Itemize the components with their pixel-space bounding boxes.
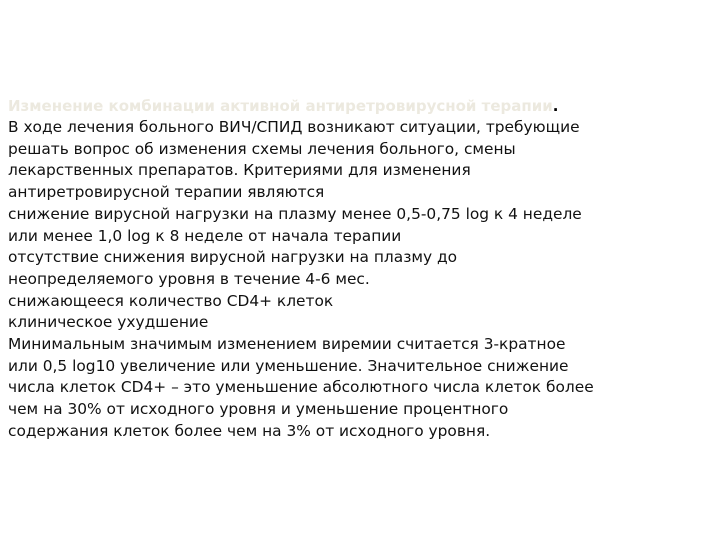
body-line: чем на 30% от исходного уровня и уменьшение процентного <box>8 400 509 419</box>
title-period: . <box>552 97 559 115</box>
body-line: решать вопрос об изменения схемы лечения больного, смены <box>8 139 516 158</box>
criterion-line: клиническое ухудшение <box>8 313 209 332</box>
body-line: В ходе лечения больного ВИЧ/СПИД возникают ситуации, требующие <box>8 118 580 136</box>
body-line: или 0,5 log10 увеличение или уменьшение. Значительное снижение <box>8 356 569 375</box>
criterion-line: или менее 1,0 log к 8 неделе от начала терапии <box>8 226 402 245</box>
criterion-line: снижающееся количество CD4+ клеток <box>8 291 334 310</box>
slide-title: Изменение комбинации активной антиретровирусной терапии <box>8 97 553 115</box>
body-line: содержания клеток более чем на 3% от исходного уровня. <box>8 421 491 440</box>
criterion-line: отсутствие снижения вирусной нагрузки на плазму до <box>8 248 458 267</box>
body-line: лекарственных препаратов. Критериями для изменения <box>8 161 471 180</box>
body-line: Минимальным значимым изменением виремии считается 3-кратное <box>8 335 566 354</box>
body-line: антиретровирусной терапии являются <box>8 183 325 202</box>
criterion-line: неопределяемого уровня в течение 4-6 мес. <box>8 269 370 288</box>
slide-title-line <box>8 95 713 117</box>
criterion-line: снижение вирусной нагрузки на плазму менее 0,5-0,75 log к 4 неделе <box>8 204 582 223</box>
slide-content <box>8 95 713 443</box>
body-line: числа клеток CD4+ – это уменьшение абсолютного числа клеток более <box>8 378 594 397</box>
